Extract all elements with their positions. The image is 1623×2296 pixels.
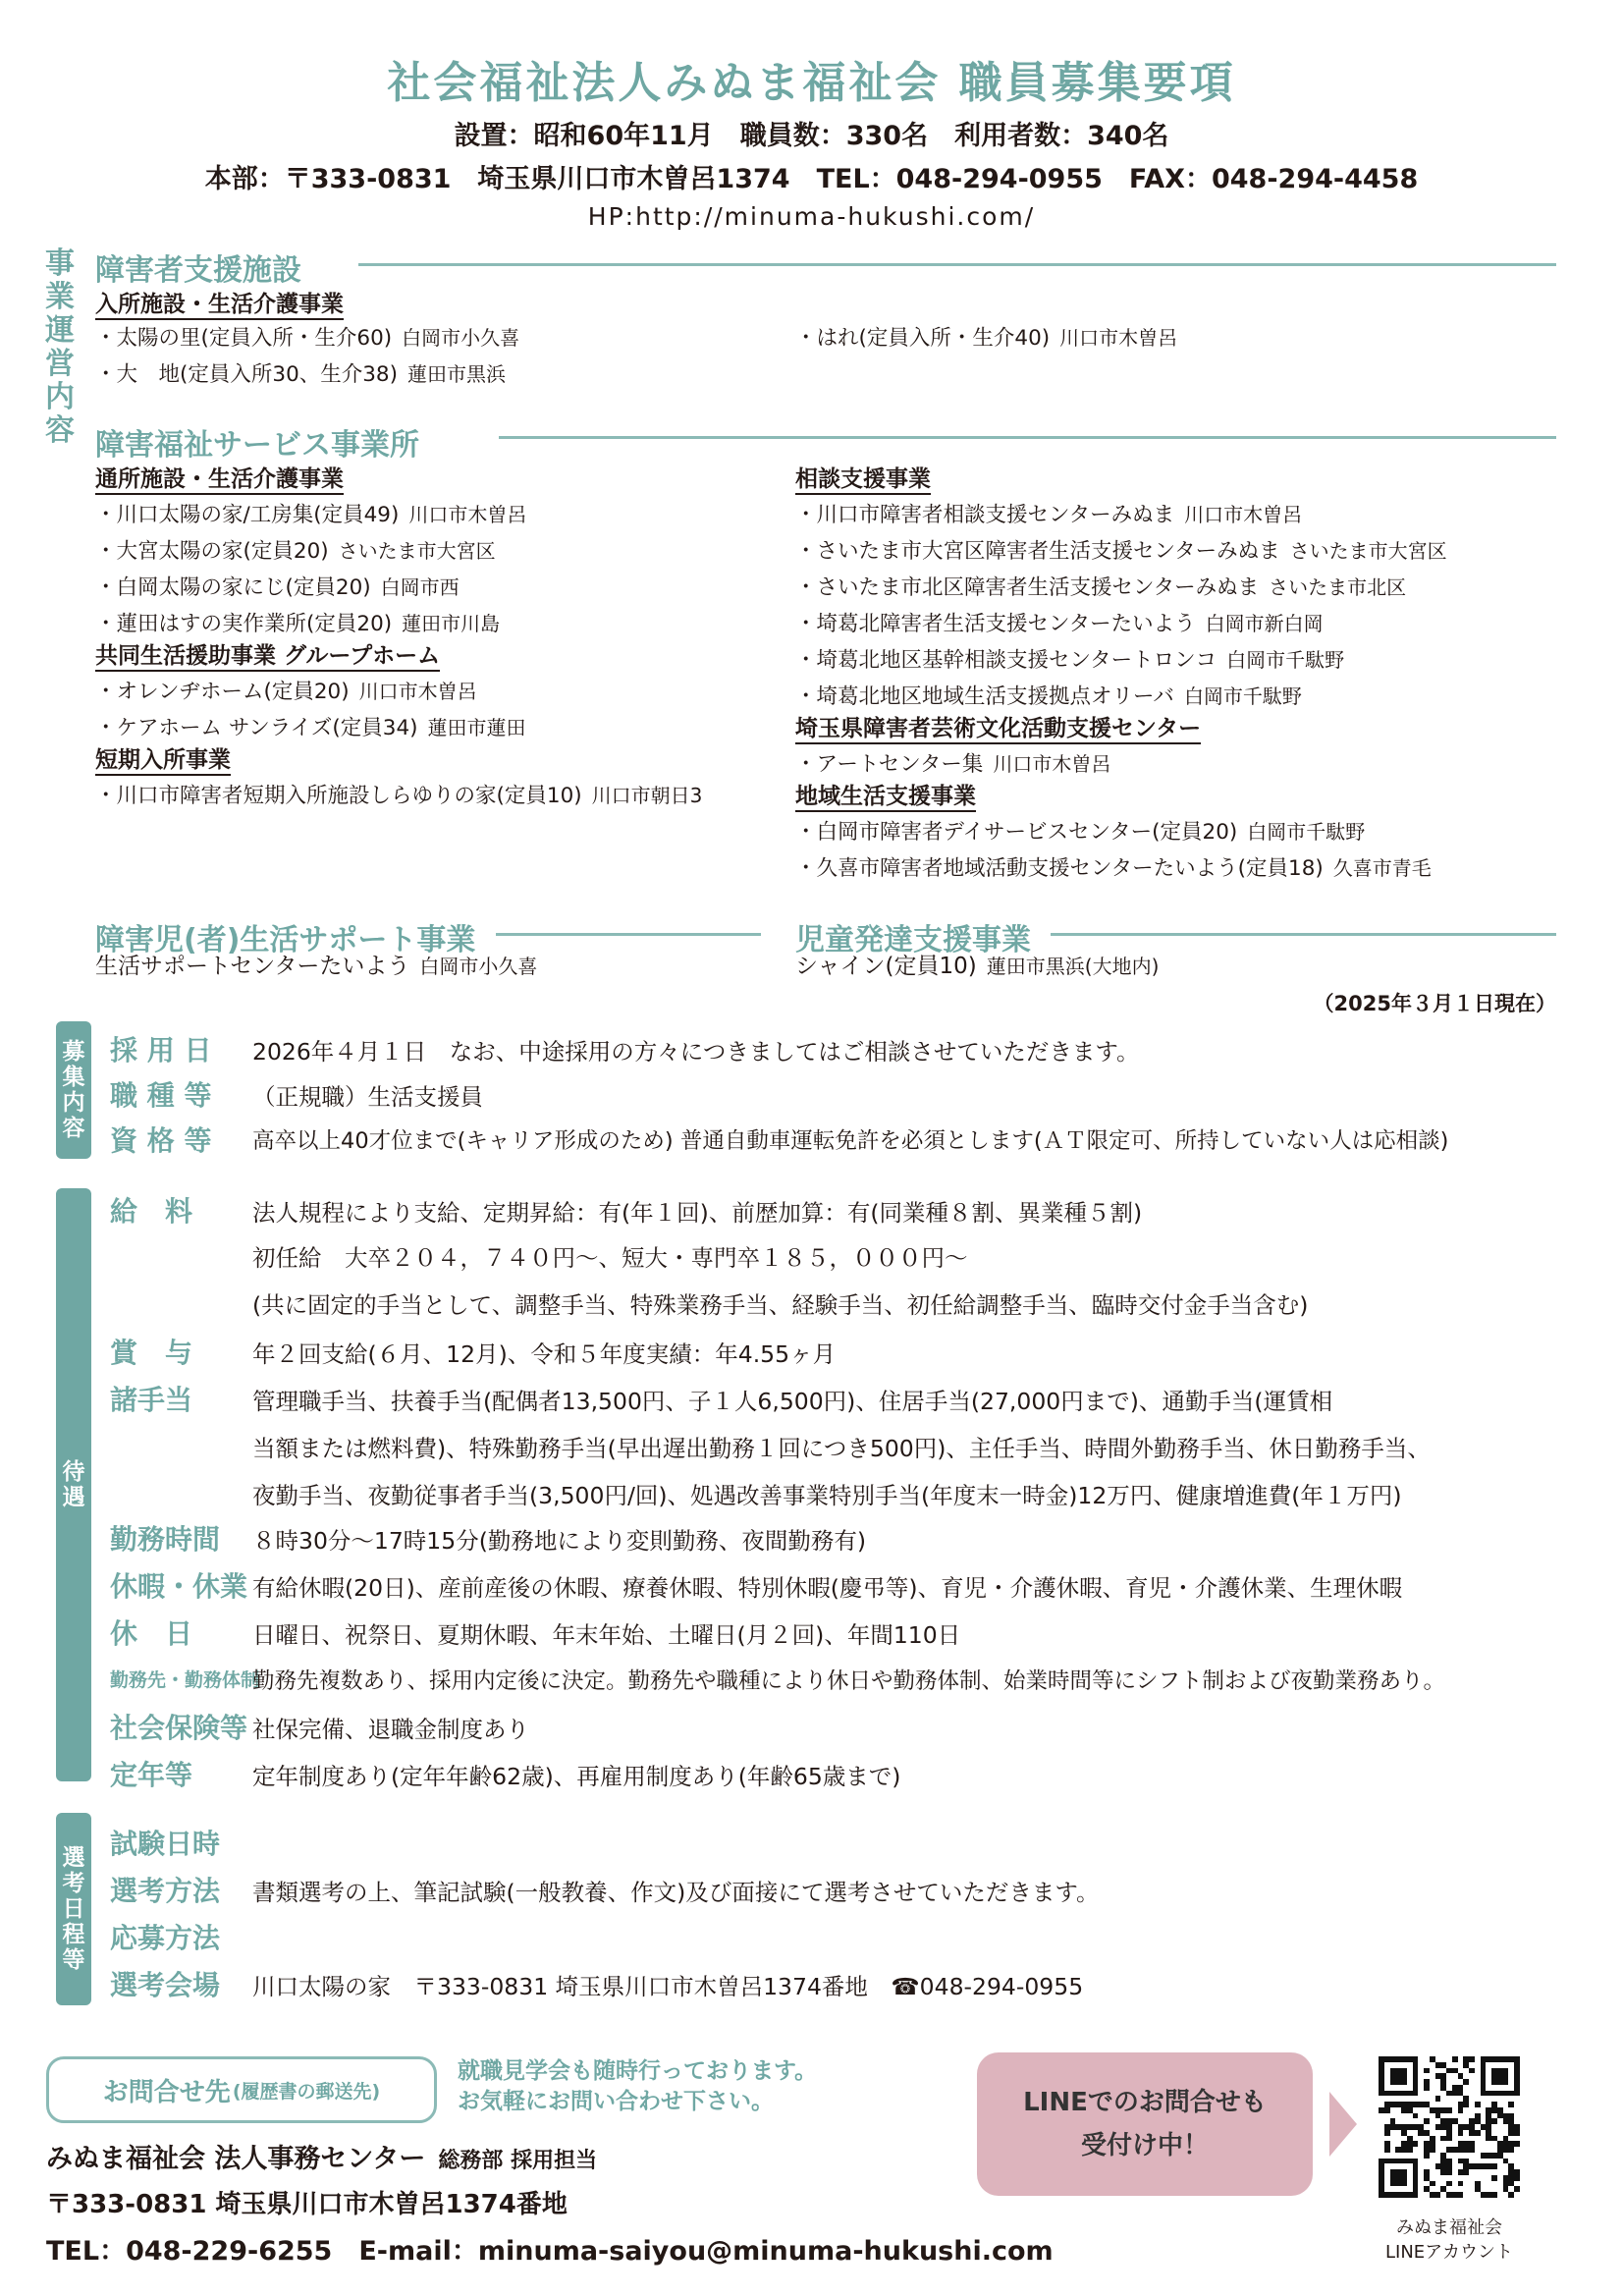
allowance-label: 諸手当 xyxy=(110,1384,193,1416)
list-item: ・川口太陽の家/工房集(定員49) 川口市木曽呂 xyxy=(95,503,527,527)
org-stats: 設置：昭和60年11月 職員数：330名 利用者数：340名 xyxy=(454,121,1169,151)
allowance-line: 夜勤手当、夜勤従事者手当(3,500円/回)、処遇改善事業特別手当(年度末一時金)12万円、健康増進費(年１万円) xyxy=(252,1482,1402,1509)
qr-caption: みぬま福祉会 LINEアカウント xyxy=(1385,2217,1513,2263)
group-title: 短期入所事業 xyxy=(95,746,231,776)
selection-method-value: 書類選考の上、筆記試験(一般教養、作文)及び面接にて選考させていただきます。 xyxy=(252,1879,1100,1906)
salary-line: 初任給 大卒２０４，７４０円～、短大・専門卒１８５，０００円～ xyxy=(252,1244,968,1272)
recruit-bar: 募 集 内 容 xyxy=(56,1021,91,1159)
hours-label: 勤務時間 xyxy=(110,1523,221,1556)
line-qr-code[interactable] xyxy=(1379,2056,1520,2198)
child-development-item: シャイン(定員10) 蓮田市黒浜(大地内) xyxy=(795,954,1160,979)
retirement-label: 定年等 xyxy=(110,1759,193,1791)
group-title: 通所施設・生活介護事業 xyxy=(95,465,344,495)
homepage-link[interactable]: HP:http://minuma-hukushi.com/ xyxy=(587,202,1036,231)
group-title: 相談支援事業 xyxy=(795,465,931,495)
divider xyxy=(499,436,1556,439)
hours-value: ８時30分～17時15分(勤務地により変則勤務、夜間勤務有) xyxy=(252,1527,867,1555)
group-title: 地域生活支援事業 xyxy=(795,783,976,812)
salary-line: (共に固定的手当として、調整手当、特殊業務手当、経験手当、初任給調整手当、臨時交付金手当含む) xyxy=(252,1291,1309,1319)
hire-date-label: 採 用 日 xyxy=(110,1034,212,1066)
salary-label: 給 料 xyxy=(110,1195,193,1228)
retirement-value: 定年制度あり(定年年齢62歳)、再雇用制度あり(年齢65歳まで) xyxy=(252,1763,901,1790)
divider xyxy=(1051,933,1556,936)
bonus-value: 年２回支給(６月、12月)、令和５年度実績：年4.55ヶ月 xyxy=(252,1340,837,1368)
service-heading: 障害福祉サービス事業所 xyxy=(95,428,419,463)
child-support-heading: 障害児(者)生活サポート事業 xyxy=(95,923,476,957)
facility-heading: 障害者支援施設 xyxy=(95,253,301,288)
list-item: ・久喜市障害者地域活動支援センターたいよう(定員18) 久喜市青毛 xyxy=(795,856,1432,881)
list-item: ・白岡太陽の家にじ(定員20) 白岡市西 xyxy=(95,575,460,600)
venue-label: 選考会場 xyxy=(110,1969,221,2001)
list-item: ・川口市障害者相談支援センターみぬま 川口市木曽呂 xyxy=(795,503,1303,527)
facility-subheading: 入所施設・生活介護事業 xyxy=(95,291,344,320)
org-address: 本部：〒333-0831 埼玉県川口市木曽呂1374 TEL：048-294-0955 FAX：048-294-4458 xyxy=(204,164,1419,194)
list-item: ・埼葛北障害者生活支援センターたいよう 白岡市新白岡 xyxy=(795,612,1324,636)
salary-line: 法人規程により支給、定期昇給：有(年１回)、前歴加算：有(同業種８割、異業種５割) xyxy=(252,1199,1143,1227)
exam-date-label: 試験日時 xyxy=(110,1828,221,1860)
list-item: ・はれ(定員入所・生介40) 川口市木曽呂 xyxy=(795,326,1178,351)
treatment-bar: 待 遇 xyxy=(56,1188,91,1781)
selection-bar: 選 考 日 程 等 xyxy=(56,1813,91,2005)
hire-date-value: 2026年４月１日 なお、中途採用の方々につきましてはご相談させていただきます。 xyxy=(252,1038,1140,1066)
list-item: ・オレンヂホーム(定員20) 川口市木曽呂 xyxy=(95,680,477,704)
allowance-line: 管理職手当、扶養手当(配偶者13,500円、子１人6,500円)、住居手当(27,000円まで)、通勤手当(運賃相 xyxy=(252,1388,1333,1415)
leave-label: 休暇・休業 xyxy=(110,1570,248,1603)
application-method-label: 応募方法 xyxy=(110,1922,221,1954)
child-support-item: 生活サポートセンターたいよう 白岡市小久喜 xyxy=(95,954,538,979)
job-type-label: 職 種 等 xyxy=(110,1079,212,1112)
allowance-line: 当額または燃料費)、特殊勤務手当(早出遅出勤務１回につき500円)、主任手当、時間外勤務手当、休日勤務手当、 xyxy=(252,1435,1431,1462)
holiday-label: 休 日 xyxy=(110,1617,193,1650)
service-left-column xyxy=(95,465,783,810)
insurance-label: 社会保険等 xyxy=(110,1712,248,1744)
contact-tel-email[interactable]: TEL：048-229-6255 E-mail：minuma-saiyou@minuma-hukushi.com xyxy=(46,2236,1054,2267)
list-item: ・さいたま市大宮区障害者生活支援センターみぬま さいたま市大宮区 xyxy=(795,539,1447,564)
qualification-label: 資 格 等 xyxy=(110,1124,212,1157)
service-right-column xyxy=(795,465,1581,883)
list-item: ・アートセンター集 川口市木曽呂 xyxy=(795,752,1111,777)
contact-org: みぬま福祉会 法人事務センター 総務部 採用担当 xyxy=(46,2144,598,2174)
list-item: ・白岡市障害者デイサービスセンター(定員20) 白岡市千駄野 xyxy=(795,820,1366,845)
page-title: 社会福祉法人みぬま福祉会 職員募集要項 xyxy=(387,58,1236,108)
job-type-value: （正規職）生活支援員 xyxy=(252,1083,483,1111)
child-development-heading: 児童発達支援事業 xyxy=(795,923,1031,957)
list-item: ・太陽の里(定員入所・生介60) 白岡市小久喜 xyxy=(95,326,520,351)
group-title: 共同生活援助事業 グループホーム xyxy=(95,642,440,672)
as-of-date: （2025年３月１日現在） xyxy=(1313,992,1556,1015)
facility-left-list xyxy=(95,324,519,389)
facility-right-list xyxy=(795,324,1177,353)
contact-box: お問合せ先 (履歴書の郵送先) xyxy=(46,2056,437,2123)
contact-address: 〒333-0831 埼玉県川口市木曽呂1374番地 xyxy=(46,2190,568,2219)
contact-note: 就職見学会も随時行っております。 お気軽にお問い合わせ下さい。 xyxy=(458,2058,818,2114)
holiday-value: 日曜日、祝祭日、夏期休暇、年末年始、土曜日(月２回)、年間110日 xyxy=(252,1621,961,1649)
list-item: ・埼葛北地区基幹相談支援センタートロンコ 白岡市千駄野 xyxy=(795,648,1345,673)
qualification-value: 高卒以上40才位まで(キャリア形成のため) 普通自動車運転免許を必須とします(ＡＴ限定可、所持していない人は応相談) xyxy=(252,1128,1449,1154)
list-item: ・大宮太陽の家(定員20) さいたま市大宮区 xyxy=(95,539,496,564)
list-item: ・ケアホーム サンライズ(定員34) 蓮田市蓮田 xyxy=(95,716,526,740)
divider xyxy=(358,263,1556,266)
bonus-label: 賞 与 xyxy=(110,1337,193,1369)
business-vertical-label: 事 業 運 営 内 容 xyxy=(45,246,75,448)
list-item: ・蓮田はすの実作業所(定員20) 蓮田市川島 xyxy=(95,612,501,636)
workplace-value: 勤務先複数あり、採用内定後に決定。勤務先や職種により休日や勤務体制、始業時間等にシフト制および夜勤業務あり。 xyxy=(252,1668,1446,1694)
workplace-label: 勤務先・勤務体制 xyxy=(110,1669,260,1691)
line-inquiry-banner: LINEでのお問合せも 受付け中！ xyxy=(977,2052,1313,2196)
selection-method-label: 選考方法 xyxy=(110,1875,221,1907)
venue-value: 川口太陽の家 〒333-0831 埼玉県川口市木曽呂1374番地 ☎048-294-0955 xyxy=(252,1973,1084,2000)
list-item: ・川口市障害者短期入所施設しらゆりの家(定員10) 川口市朝日3 xyxy=(95,784,703,808)
arrow-right-icon xyxy=(1327,2090,1359,2159)
list-item: ・大 地(定員入所30、生介38) 蓮田市黒浜 xyxy=(95,362,506,387)
list-item: ・埼葛北地区地域生活支援拠点オリーバ 白岡市千駄野 xyxy=(795,684,1302,709)
divider xyxy=(496,933,761,936)
group-title: 埼玉県障害者芸術文化活動支援センター xyxy=(795,715,1201,744)
leave-value: 有給休暇(20日)、産前産後の休暇、療養休暇、特別休暇(慶弔等)、育児・介護休暇、育児・介護休業、生理休暇 xyxy=(252,1574,1403,1602)
list-item: ・さいたま市北区障害者生活支援センターみぬま さいたま市北区 xyxy=(795,575,1407,600)
insurance-value: 社保完備、退職金制度あり xyxy=(252,1716,529,1743)
